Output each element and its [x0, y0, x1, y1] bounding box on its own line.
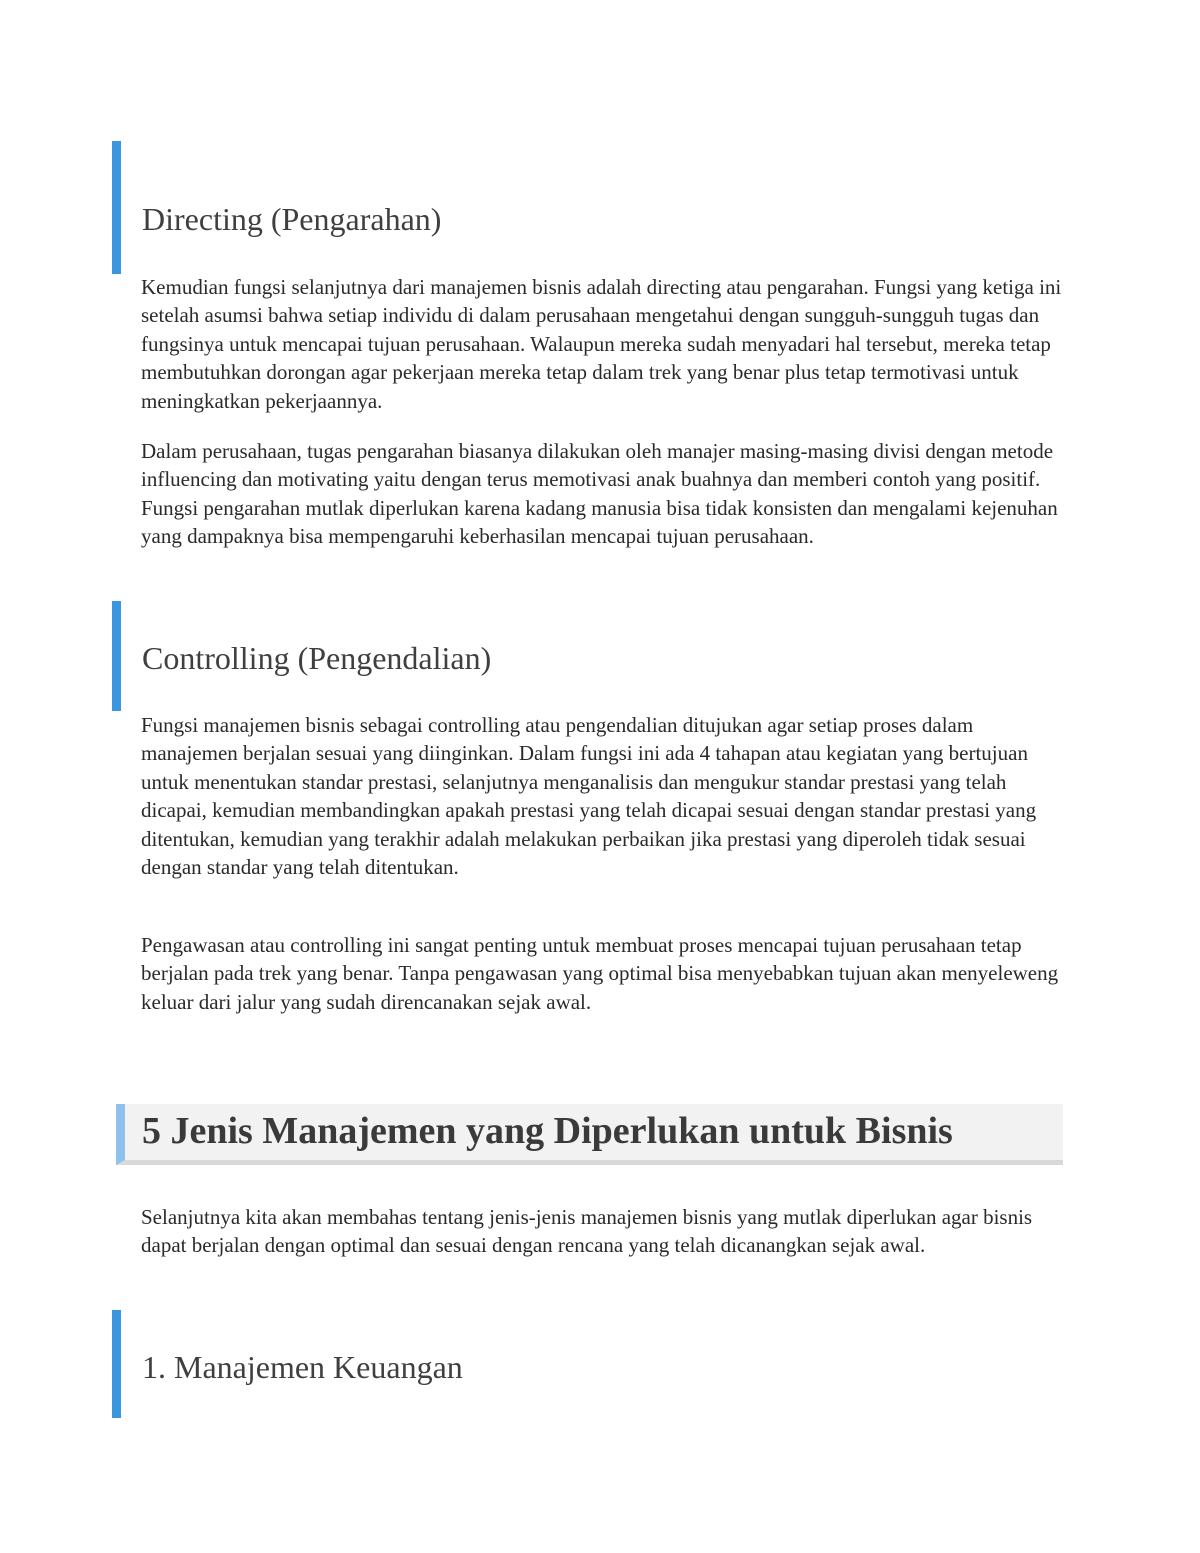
- heading-directing: Directing (Pengarahan): [142, 201, 442, 237]
- paragraph-directing-1: Kemudian fungsi selanjutnya dari manajemen bisnis adalah directing atau pengarahan. Fungsi yang ketiga ini setelah asumsi bahwa setiap individu di dalam perusahaan mengetahui dengan sungguh-sungguh tugas dan fungsinya untuk mencapai tujuan perusahaan. Walaupun mereka sudah menyadari hal tersebut, mereka tetap membutuhkan dorongan agar pekerjaan mereka tetap dalam trek yang benar plus tetap termotivasi untuk meningkatkan pekerjaannya.: [141, 275, 1062, 413]
- heading-block-controlling: [112, 601, 1072, 711]
- heading-keuangan: 1. Manajemen Keuangan: [142, 1349, 463, 1385]
- heading-block-jenis: [116, 1104, 1063, 1165]
- heading-block-directing: [112, 141, 1072, 274]
- heading-controlling: Controlling (Pengendalian): [142, 640, 492, 676]
- heading-jenis: 5 Jenis Manajemen yang Diperlukan untuk Bisnis: [142, 1110, 953, 1152]
- paragraph-directing-2: Dalam perusahaan, tugas pengarahan biasanya dilakukan oleh manajer masing-masing divisi dengan metode influencing dan motivating yaitu dengan terus memotivasi anak buahnya dan memberi contoh yang positif. Fungsi pengarahan mutlak diperlukan karena kadang manusia bisa tidak konsisten dan mengalami kejenuhan yang dampaknya bisa mempengaruhi keberhasilan mencapai tujuan perusahaan.: [141, 439, 1058, 549]
- paragraph-controlling-1: Fungsi manajemen bisnis sebagai controlling atau pengendalian ditujukan agar setiap proses dalam manajemen berjalan sesuai yang diinginkan. Dalam fungsi ini ada 4 tahapan atau kegiatan yang bertujuan untuk menentukan standar prestasi, selanjutnya menganalisis dan mengukur standar prestasi yang telah dicapai, kemudian membandingkan apakah prestasi yang telah dicapai sesuai dengan standar prestasi yang ditentukan, kemudian yang terakhir adalah melakukan perbaikan jika prestasi yang diperoleh tidak sesuai dengan standar yang telah ditentukan.: [141, 713, 1037, 880]
- heading-block-keuangan: [112, 1310, 1072, 1418]
- paragraph-controlling-2: Pengawasan atau controlling ini sangat penting untuk membuat proses mencapai tujuan perusahaan tetap berjalan pada trek yang benar. Tanpa pengawasan yang optimal bisa menyebabkan tujuan akan menyeleweng keluar dari jalur yang sudah direncanakan sejak awal.: [141, 933, 1059, 1014]
- paragraph-jenis-intro: Selanjutnya kita akan membahas tentang jenis-jenis manajemen bisnis yang mutlak diperlukan agar bisnis dapat berjalan dengan optimal dan sesuai dengan rencana yang telah dicanangkan sejak awal.: [141, 1205, 1033, 1258]
